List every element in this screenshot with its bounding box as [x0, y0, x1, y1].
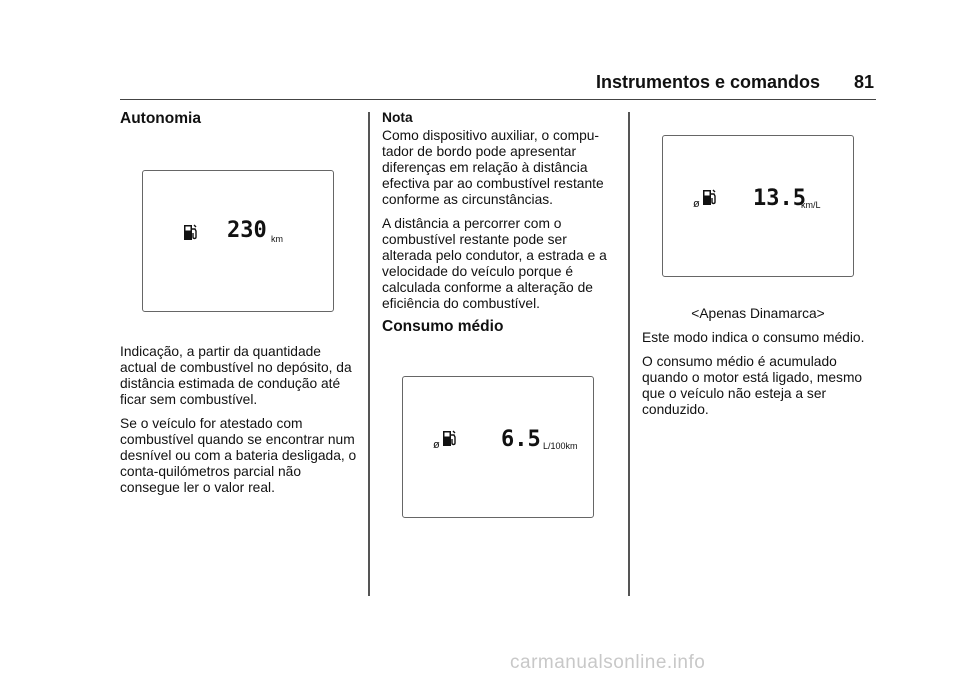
section-title-consumo-medio: Consumo médio: [382, 318, 504, 335]
page-header: [120, 70, 876, 100]
autonomy-display: [142, 170, 334, 312]
average-consumption-display-denmark: [662, 135, 854, 277]
paragraph: Como dispositivo auxiliar, o compu- tador de bordo pode apresentar diferenças em relação à distância efectiva par ao combustível restante conforme as circunstâncias.: [382, 128, 604, 207]
denmark-caption: <Apenas Dinamarca>: [691, 306, 825, 321]
average-consumption-display: [402, 376, 594, 518]
fuel-pump-icon: [183, 223, 199, 241]
paragraph: Este modo indica o consumo médio.: [642, 330, 865, 345]
average-consumption-unit: L/100km: [543, 441, 578, 451]
paragraph: O consumo médio é acumulado quando o motor está ligado, mesmo que o veículo não esteja a ser conduzido.: [642, 354, 863, 417]
column-divider-right: [628, 112, 630, 596]
page-number: 81: [853, 72, 874, 92]
watermark: carmanualsonline.info: [510, 652, 706, 673]
paragraph: A distância a percorrer com o combustível restante pode ser alterada pelo condutor, a estrada e a velocidade do veículo porque é calculada conforme a alteração de eficiência do combustível.: [382, 216, 607, 311]
average-consumption-value: 6.5: [501, 427, 541, 452]
paragraph: Se o veículo for atestado com combustível quando se encontrar num desnível ou com a bateria desligada, o conta-quilómetros parcial não consegue ler o valor real.: [120, 416, 357, 495]
note-label: Nota: [382, 110, 413, 125]
note-text: [382, 128, 618, 320]
average-symbol: ø: [693, 198, 700, 210]
consumption-description: [642, 330, 880, 426]
fuel-pump-icon: [702, 188, 718, 206]
average-consumption-unit-denmark: km/L: [801, 200, 821, 210]
autonomy-unit: km: [271, 234, 283, 244]
autonomy-description: [120, 344, 360, 504]
chapter-title: Instrumentos e comandos: [595, 72, 820, 92]
section-title-autonomia: Autonomia: [120, 110, 201, 127]
average-symbol: ø: [433, 439, 440, 451]
autonomy-value: 230: [227, 218, 267, 243]
column-divider-left: [368, 112, 370, 596]
paragraph: Indicação, a partir da quantidade actual de combustível no depósito, da distância estimada de condução até ficar sem combustível.: [120, 344, 352, 407]
fuel-pump-icon: [442, 429, 458, 447]
average-consumption-value-denmark: 13.5: [753, 186, 806, 211]
